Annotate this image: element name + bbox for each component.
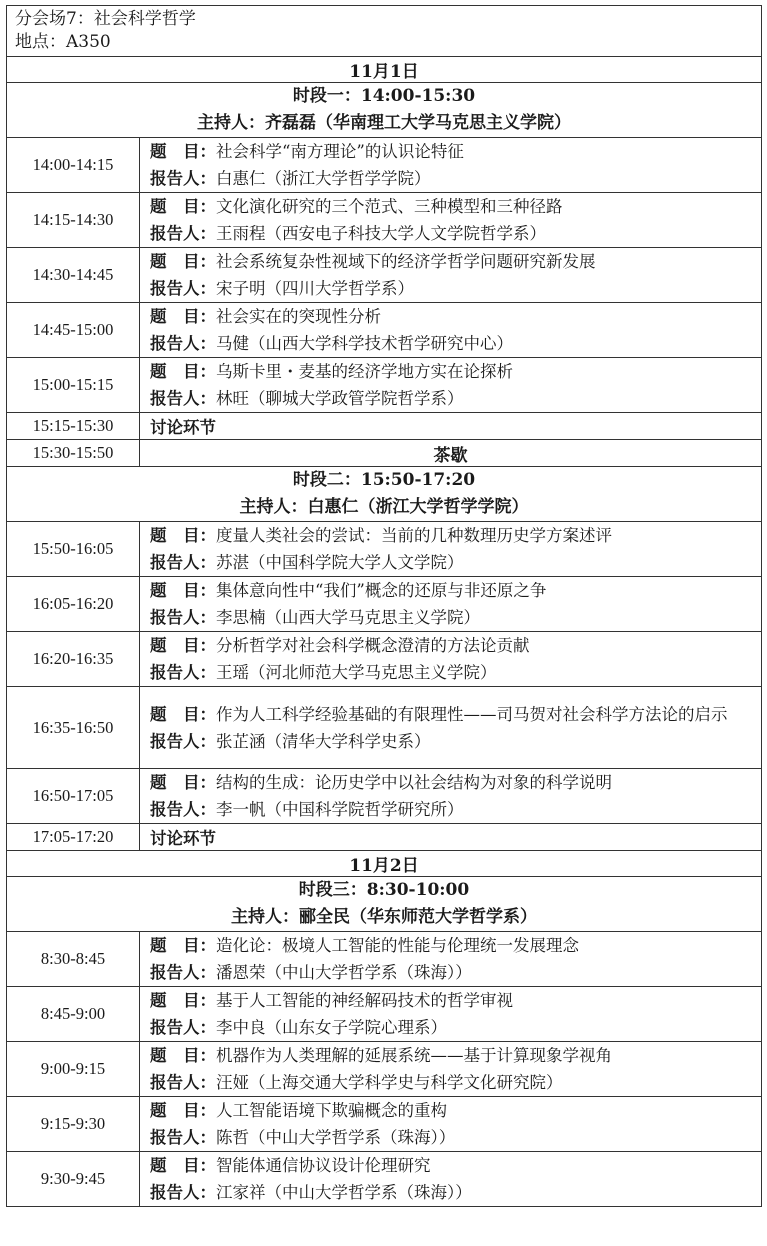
talk-time: 8:30-8:45 [7, 932, 140, 987]
talk-content [140, 987, 762, 1042]
talk-speaker: 白惠仁（浙江大学哲学学院） [216, 169, 431, 188]
session-chair: 主持人：齐磊磊（华南理工大学马克思主义学院） [197, 113, 571, 133]
title-label: 题 目： [150, 704, 216, 724]
talk-speaker: 江家祥（中山大学哲学系（珠海）） [216, 1183, 472, 1202]
talk-content [140, 138, 762, 193]
talk-speaker: 潘恩荣（中山大学哲学系（珠海）） [216, 963, 472, 982]
session-chair: 主持人：郦全民（华东师范大学哲学系） [231, 907, 537, 927]
title-label: 题 目： [150, 526, 216, 545]
title-label: 题 目： [150, 252, 216, 271]
talk-time: 14:30-14:45 [7, 248, 140, 303]
session-header [7, 467, 762, 522]
talk-time: 16:35-16:50 [7, 687, 140, 769]
talk-time: 16:20-16:35 [7, 632, 140, 687]
talk-speaker: 陈哲（中山大学哲学系（珠海）） [216, 1128, 456, 1147]
speaker-label: 报告人： [150, 389, 216, 408]
session-title: 时段一：14:00-15:30 [292, 86, 476, 106]
session-title: 时段三：8:30-10:00 [298, 880, 470, 900]
title-label: 题 目： [150, 1156, 216, 1175]
talk-time: 9:15-9:30 [7, 1097, 140, 1152]
talk-speaker: 林旺（聊城大学政管学院哲学系） [216, 389, 464, 408]
talk-row [7, 1042, 762, 1097]
talk-row [7, 358, 762, 413]
title-label: 题 目： [150, 307, 216, 326]
session-header [7, 877, 762, 932]
speaker-label: 报告人： [150, 1018, 216, 1037]
talk-title: 集体意向性中“我们”概念的还原与非还原之争 [216, 581, 547, 600]
day-date: 11月1日 [7, 57, 762, 83]
talk-row [7, 687, 762, 769]
speaker-label: 报告人： [150, 553, 216, 572]
talk-content [140, 1152, 762, 1207]
talk-title: 机器作为人类理解的延展系统——基于计算现象学视角 [216, 1046, 612, 1065]
discussion-time: 17:05-17:20 [7, 824, 140, 851]
talk-content [140, 632, 762, 687]
talk-content [140, 248, 762, 303]
talk-row [7, 193, 762, 248]
talk-time: 16:50-17:05 [7, 769, 140, 824]
speaker-label: 报告人： [150, 731, 216, 751]
break-time: 15:30-15:50 [7, 440, 140, 467]
title-label: 题 目： [150, 1101, 216, 1120]
talk-speaker: 李思楠（山西大学马克思主义学院） [216, 608, 480, 627]
day-date: 11月2日 [7, 851, 762, 877]
break-row [7, 440, 762, 467]
talk-row [7, 248, 762, 303]
speaker-label: 报告人： [150, 1128, 216, 1147]
discussion-time: 15:15-15:30 [7, 413, 140, 440]
talk-content [140, 577, 762, 632]
talk-row [7, 1097, 762, 1152]
talk-time: 14:00-14:15 [7, 138, 140, 193]
speaker-label: 报告人： [150, 279, 216, 298]
venue-title: 分会场7：社会科学哲学 [15, 9, 196, 29]
talk-speaker: 张芷涵（清华大学科学史系） [216, 731, 431, 751]
session-header [7, 83, 762, 138]
title-label: 题 目： [150, 636, 216, 655]
discussion-label: 讨论环节 [140, 824, 762, 851]
venue-header [7, 6, 762, 57]
talk-time: 15:50-16:05 [7, 522, 140, 577]
venue-location: 地点：A350 [15, 32, 111, 52]
speaker-label: 报告人： [150, 608, 216, 627]
title-label: 题 目： [150, 197, 216, 216]
discussion-row [7, 824, 762, 851]
speaker-label: 报告人： [150, 334, 216, 353]
talk-row [7, 303, 762, 358]
talk-row [7, 1152, 762, 1207]
talk-title: 作为人工科学经验基础的有限理性——司马贺对社会科学方法论的启示 [216, 704, 728, 724]
talk-speaker: 苏湛（中国科学院大学人文学院） [216, 553, 464, 572]
talk-content [140, 522, 762, 577]
talk-title: 乌斯卡里・麦基的经济学地方实在论探析 [216, 362, 513, 381]
talk-title: 社会科学“南方理论”的认识论特征 [216, 142, 464, 161]
title-label: 题 目： [150, 991, 216, 1010]
title-label: 题 目： [150, 1046, 216, 1065]
talk-time: 8:45-9:00 [7, 987, 140, 1042]
talk-content [140, 193, 762, 248]
talk-title: 度量人类社会的尝试：当前的几种数理历史学方案述评 [216, 526, 612, 545]
talk-row [7, 987, 762, 1042]
talk-title: 分析哲学对社会科学概念澄清的方法论贡献 [216, 636, 530, 655]
talk-content [140, 358, 762, 413]
talk-row [7, 522, 762, 577]
break-label: 茶歇 [140, 440, 762, 467]
session-chair: 主持人：白惠仁（浙江大学哲学学院） [239, 497, 529, 517]
talk-row [7, 632, 762, 687]
schedule-table [6, 5, 762, 1207]
discussion-label: 讨论环节 [140, 413, 762, 440]
title-label: 题 目： [150, 142, 216, 161]
speaker-label: 报告人： [150, 1183, 216, 1202]
discussion-row [7, 413, 762, 440]
title-label: 题 目： [150, 936, 216, 955]
talk-title: 基于人工智能的神经解码技术的哲学审视 [216, 991, 513, 1010]
speaker-label: 报告人： [150, 800, 216, 819]
speaker-label: 报告人： [150, 963, 216, 982]
talk-content [140, 1097, 762, 1152]
session-title: 时段二：15:50-17:20 [292, 470, 476, 490]
talk-content [140, 932, 762, 987]
title-label: 题 目： [150, 362, 216, 381]
talk-time: 15:00-15:15 [7, 358, 140, 413]
talk-title: 社会实在的突现性分析 [216, 307, 381, 326]
speaker-label: 报告人： [150, 169, 216, 188]
talk-row [7, 577, 762, 632]
talk-speaker: 汪娅（上海交通大学科学史与科学文化研究院） [216, 1073, 563, 1092]
talk-title: 人工智能语境下欺骗概念的重构 [216, 1101, 447, 1120]
talk-speaker: 李中良（山东女子学院心理系） [216, 1018, 447, 1037]
talk-content [140, 303, 762, 358]
talk-content [140, 769, 762, 824]
talk-row [7, 932, 762, 987]
talk-time: 9:30-9:45 [7, 1152, 140, 1207]
talk-content [140, 687, 762, 769]
talk-title: 结构的生成：论历史学中以社会结构为对象的科学说明 [216, 773, 612, 792]
speaker-label: 报告人： [150, 663, 216, 682]
talk-row [7, 769, 762, 824]
title-label: 题 目： [150, 581, 216, 600]
talk-speaker: 马健（山西大学科学技术哲学研究中心） [216, 334, 513, 353]
talk-title: 造化论：极境人工智能的性能与伦理统一发展理念 [216, 936, 579, 955]
speaker-label: 报告人： [150, 224, 216, 243]
talk-time: 9:00-9:15 [7, 1042, 140, 1097]
talk-time: 14:45-15:00 [7, 303, 140, 358]
title-label: 题 目： [150, 773, 216, 792]
talk-title: 智能体通信协议设计伦理研究 [216, 1156, 431, 1175]
talk-speaker: 王瑶（河北师范大学马克思主义学院） [216, 663, 497, 682]
talk-speaker: 李一帆（中国科学院哲学研究所） [216, 800, 464, 819]
talk-time: 16:05-16:20 [7, 577, 140, 632]
speaker-label: 报告人： [150, 1073, 216, 1092]
talk-row [7, 138, 762, 193]
talk-title: 社会系统复杂性视域下的经济学哲学问题研究新发展 [216, 252, 596, 271]
talk-time: 14:15-14:30 [7, 193, 140, 248]
talk-speaker: 王雨程（西安电子科技大学人文学院哲学系） [216, 224, 546, 243]
talk-content [140, 1042, 762, 1097]
talk-speaker: 宋子明（四川大学哲学系） [216, 279, 414, 298]
talk-title: 文化演化研究的三个范式、三种模型和三种径路 [216, 197, 563, 216]
